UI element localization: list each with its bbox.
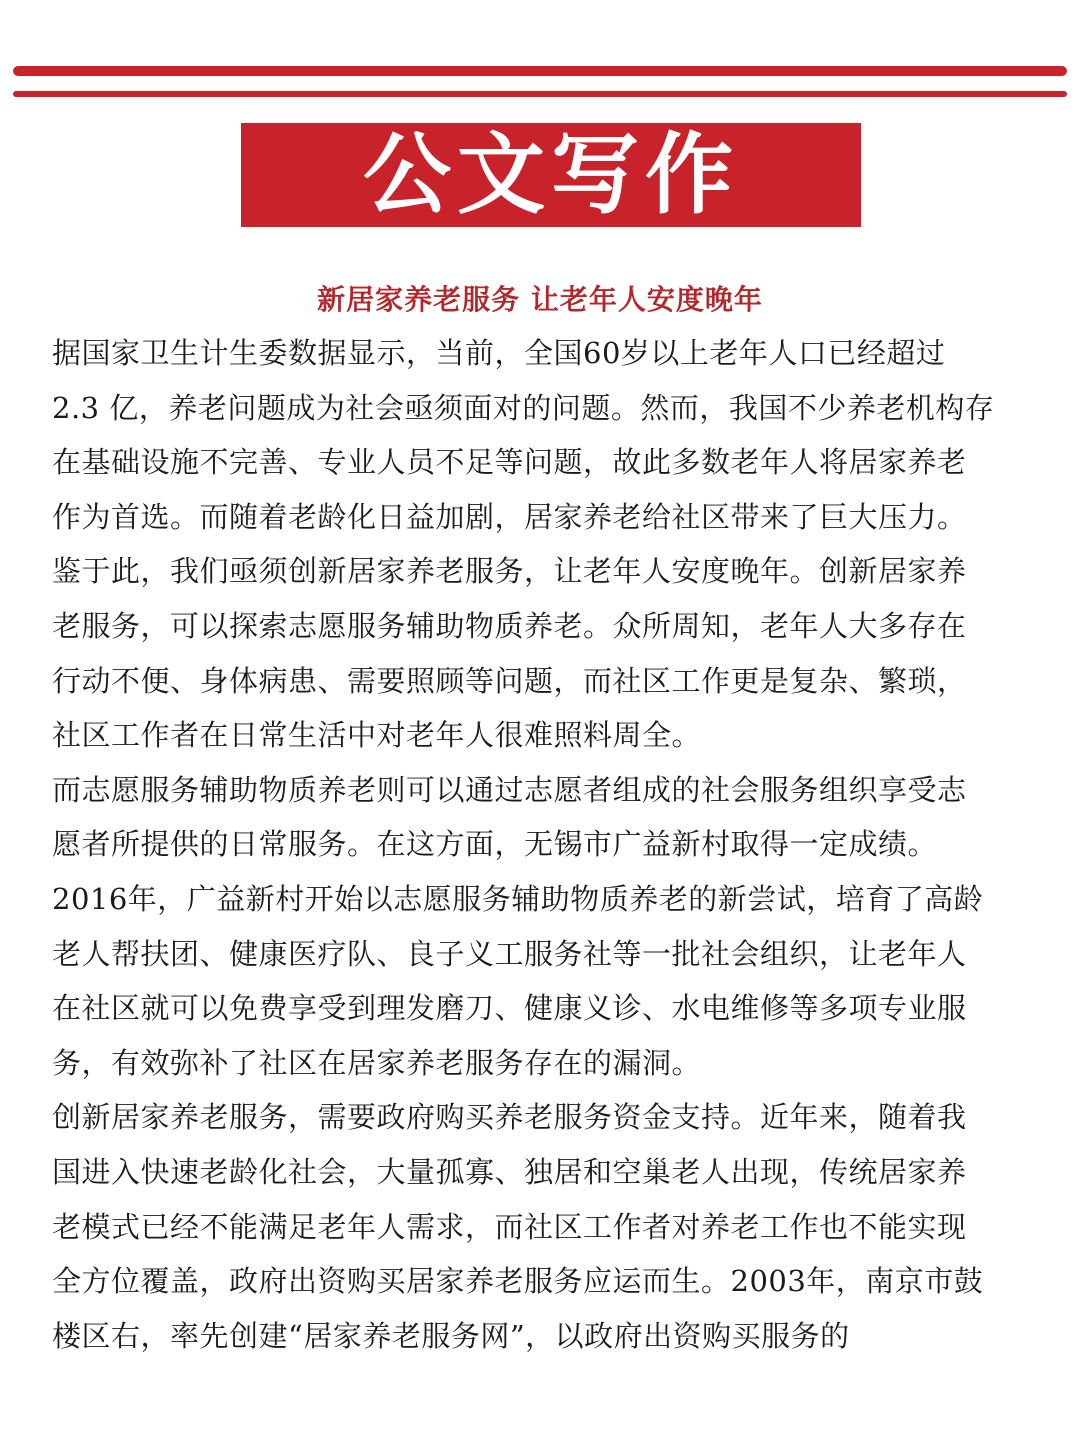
- second-red-rule: [13, 91, 1067, 97]
- banner-title: 公文写作: [362, 123, 739, 226]
- body-line: 愿者所提供的日常服务。在这方面，无锡市广益新村取得一定成绩。: [52, 827, 938, 862]
- body-line: 2016年，广益新村开始以志愿服务辅助物质养老的新尝试，培育了高龄: [52, 881, 984, 916]
- body-line: 鉴于此，我们亟须创新居家养老服务，让老年人安度晚年。创新居家养: [52, 554, 967, 589]
- body-line: 在社区就可以免费享受到理发磨刀、健康义诊、水电维修等多项专业服: [52, 991, 967, 1026]
- body-line: 据国家卫生计生委数据显示，当前，全国60岁以上老年人口已经超过: [52, 336, 946, 370]
- body-line: 而志愿服务辅助物质养老则可以通过志愿者组成的社会服务组织享受志: [52, 772, 967, 807]
- title-banner: [241, 123, 861, 227]
- body-line: 全方位覆盖，政府出资购买居家养老服务应运而生。2003年，南京市鼓: [52, 1264, 984, 1299]
- body-line: 创新居家养老服务，需要政府购买养老服务资金支持。近年来，随着我: [52, 1100, 967, 1135]
- body-line: 国进入快速老龄化社会，大量孤寡、独居和空巢老人出现，传统居家养: [52, 1154, 967, 1189]
- body-line: 在基础设施不完善、专业人员不足等问题，故此多数老年人将居家养老: [52, 445, 967, 480]
- body-line: 社区工作者在日常生活中对老年人很难照料周全。: [52, 718, 702, 753]
- body-line: 2.3 亿，养老问题成为社会亟须面对的问题。然而，我国不少养老机构存: [52, 390, 995, 425]
- top-red-rule: [13, 66, 1067, 76]
- body-line: 老服务，可以探索志愿服务辅助物质养老。众所周知，老年人大多存在: [52, 608, 967, 643]
- body-line: 务，有效弥补了社区在居家养老服务存在的漏洞。: [52, 1045, 702, 1080]
- body-line: 作为首选。而随着老龄化日益加剧，居家养老给社区带来了巨大压力。: [52, 499, 967, 534]
- body-line: 行动不便、身体病患、需要照顾等问题，而社区工作更是复杂、繁琐，: [52, 663, 967, 698]
- article-body: [52, 326, 1042, 1363]
- article-title: 新居家养老服务 让老年人安度晚年: [317, 283, 763, 316]
- body-line: 老模式已经不能满足老年人需求，而社区工作者对养老工作也不能实现: [52, 1209, 967, 1244]
- body-line: 老人帮扶团、健康医疗队、良子义工服务社等一批社会组织，让老年人: [52, 936, 967, 971]
- body-line: 楼区右，率先创建“居家养老服务网”，以政府出资购买服务的: [52, 1318, 850, 1353]
